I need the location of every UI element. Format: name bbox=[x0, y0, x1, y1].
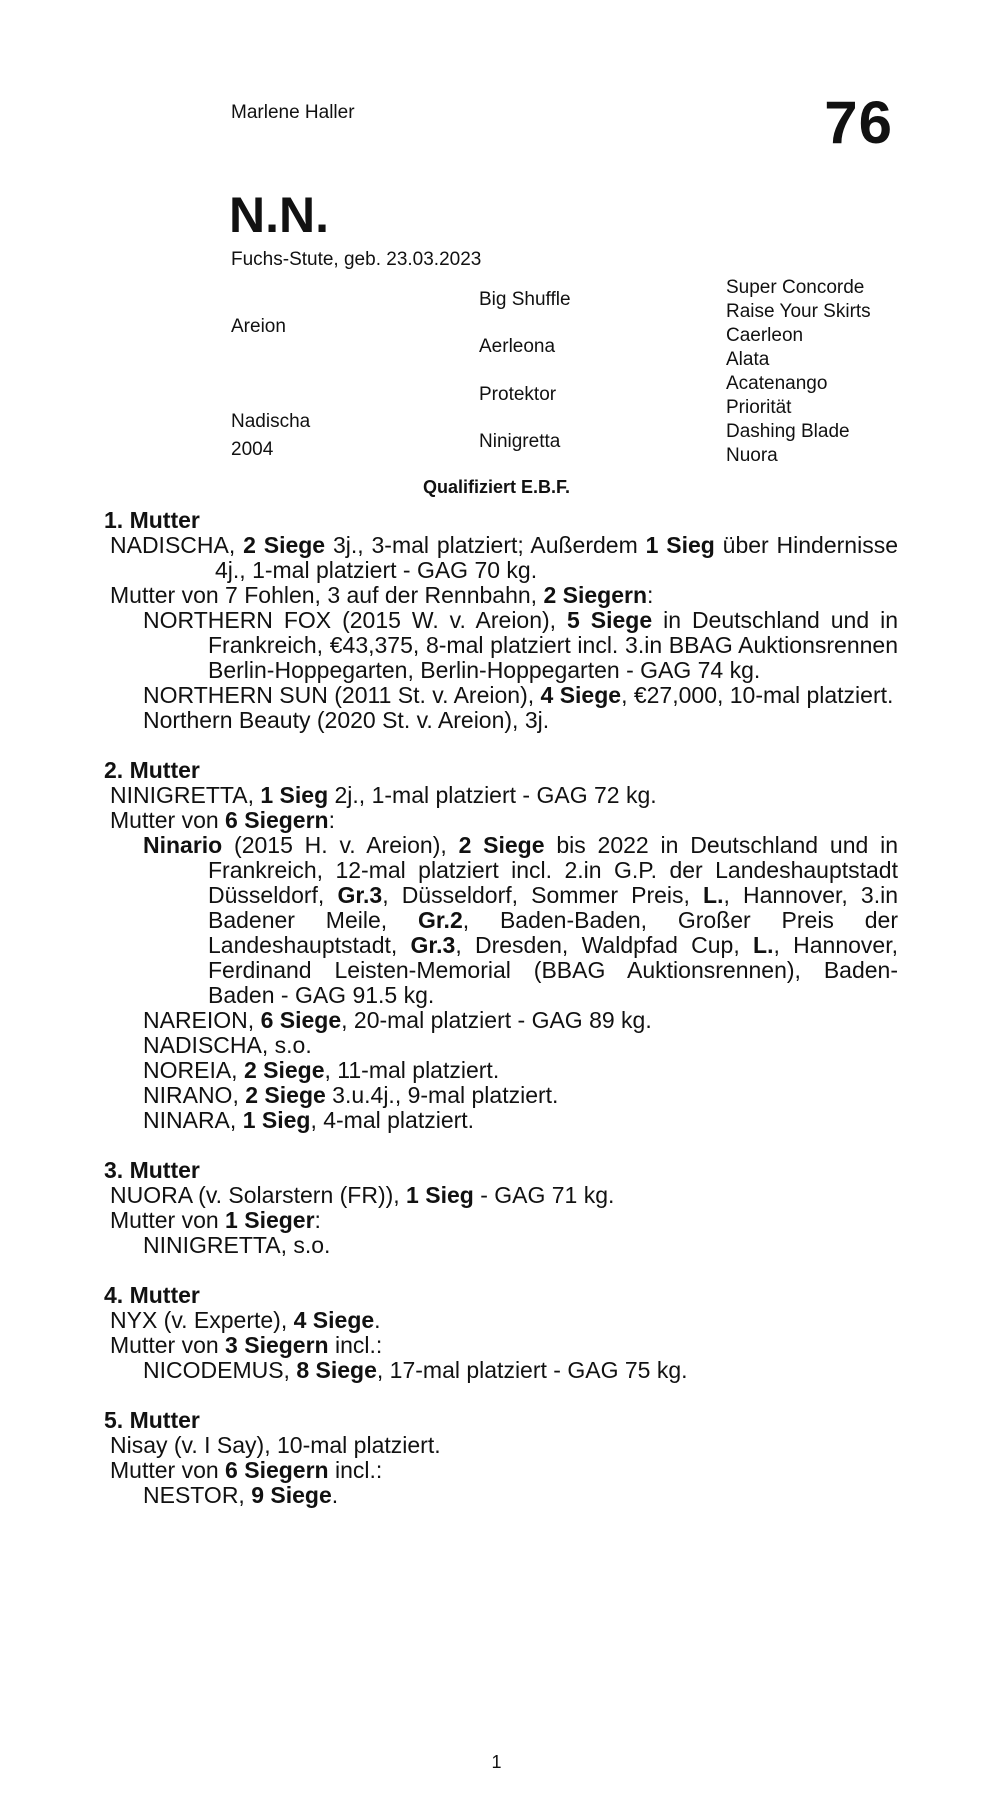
text-run: 3j., 3-mal platziert; Außerdem bbox=[325, 532, 646, 558]
text-run: , 20-mal platziert - GAG 89 kg. bbox=[341, 1007, 652, 1033]
dam-entry bbox=[104, 1183, 898, 1208]
pedigree-ggp-3: Caerleon bbox=[726, 325, 804, 346]
bold-text-run: 8 Siege bbox=[296, 1357, 377, 1383]
text-run: (2015 H. v. Areion), bbox=[222, 832, 459, 858]
bold-text-run: 3 Siegern bbox=[225, 1332, 329, 1358]
text-run: Mutter von bbox=[110, 1207, 226, 1233]
text-run: NAREION, bbox=[143, 1007, 261, 1033]
dam-heading: 4. Mutter bbox=[104, 1282, 200, 1308]
text-run: Mutter von bbox=[110, 807, 226, 833]
text-run: , Baden-Baden, Großer Preis der Landeshauptstadt, bbox=[208, 907, 899, 958]
bold-text-run: 1 Sieg bbox=[406, 1182, 474, 1208]
pedigree-dam-dam: Ninigretta bbox=[479, 431, 561, 452]
text-run: - GAG 71 kg. bbox=[473, 1182, 615, 1208]
bold-text-run: 1 Sieg bbox=[645, 532, 715, 558]
text-run: NORTHERN FOX (2015 W. v. Areion), bbox=[143, 607, 568, 633]
bold-text-run: Gr.2 bbox=[417, 907, 463, 933]
offspring-entry bbox=[104, 1233, 898, 1258]
text-run: 2j., 1-mal platziert - GAG 72 kg. bbox=[328, 782, 657, 808]
dam-heading: 3. Mutter bbox=[104, 1157, 200, 1183]
offspring-entry bbox=[104, 608, 898, 683]
offspring-entry bbox=[104, 1358, 898, 1383]
text-run: NOREIA, bbox=[143, 1057, 244, 1083]
pedigree-ggp-8: Nuora bbox=[726, 445, 778, 466]
dam-heading: 2. Mutter bbox=[104, 757, 200, 783]
pedigree-ggp-7: Dashing Blade bbox=[726, 421, 850, 442]
text-run: : bbox=[328, 807, 335, 833]
bold-text-run: 1 Sieg bbox=[260, 782, 329, 808]
text-run: NIRANO, bbox=[143, 1082, 246, 1108]
text-run: NINIGRETTA, bbox=[110, 782, 261, 808]
text-run: , Hannover, Ferdinand Leisten-Memorial (BBAG Auktionsrennen), Baden-Baden - GAG 91.5 kg. bbox=[208, 932, 898, 1008]
offspring-entry bbox=[104, 1108, 898, 1133]
pedigree-dam-year: 2004 bbox=[231, 439, 274, 460]
text-run: NINIGRETTA, s.o. bbox=[143, 1232, 331, 1258]
pedigree-dam: Nadischa bbox=[231, 411, 311, 432]
text-run: Mutter von bbox=[110, 1457, 226, 1483]
pedigree-ggp-5: Acatenango bbox=[726, 373, 828, 394]
produce-summary bbox=[104, 1458, 898, 1483]
dam-entry bbox=[104, 1433, 898, 1458]
bold-text-run: 2 Siege bbox=[245, 1082, 326, 1108]
pedigree-sire-dam: Aerleona bbox=[479, 336, 556, 357]
bold-text-run: 1 Sieg bbox=[242, 1107, 311, 1133]
consignor-name: Marlene Haller bbox=[231, 102, 355, 123]
text-run: , Düsseldorf, Sommer Preis, bbox=[382, 882, 704, 908]
offspring-entry bbox=[104, 683, 898, 708]
text-run: NUORA (v. Solarstern (FR)), bbox=[110, 1182, 407, 1208]
text-run: : bbox=[647, 582, 654, 608]
bold-text-run: Gr.3 bbox=[410, 932, 456, 958]
dam-section-5 bbox=[104, 1408, 898, 1508]
bold-text-run: 9 Siege bbox=[251, 1482, 332, 1508]
offspring-entry bbox=[104, 833, 898, 1008]
dam-entry bbox=[104, 533, 898, 583]
text-run: Mutter von bbox=[110, 1332, 226, 1358]
lot-number: 76 bbox=[824, 89, 893, 156]
bold-text-run: 4 Siege bbox=[540, 682, 622, 708]
dam-heading: 5. Mutter bbox=[104, 1407, 200, 1433]
text-run: NORTHERN SUN (2011 St. v. Areion), bbox=[143, 682, 541, 708]
bold-text-run: 6 Siegern bbox=[225, 807, 329, 833]
text-run: incl.: bbox=[328, 1457, 383, 1483]
bold-text-run: 2 Siege bbox=[243, 1057, 325, 1083]
dam-section-4 bbox=[104, 1283, 898, 1383]
text-run: : bbox=[314, 1207, 321, 1233]
bold-text-run: 4 Siege bbox=[293, 1307, 375, 1333]
dam-section-3 bbox=[104, 1158, 898, 1258]
produce-summary bbox=[104, 583, 898, 608]
offspring-entry bbox=[104, 1083, 898, 1108]
pedigree-sire: Areion bbox=[231, 316, 286, 337]
text-run: NICODEMUS, bbox=[143, 1357, 297, 1383]
horse-description: Fuchs-Stute, geb. 23.03.2023 bbox=[231, 249, 482, 270]
text-run: Mutter von 7 Fohlen, 3 auf der Rennbahn, bbox=[110, 582, 544, 608]
pedigree-ggp-2: Raise Your Skirts bbox=[726, 301, 871, 322]
bold-text-run: Gr.3 bbox=[337, 882, 383, 908]
bold-text-run: 1 Sieger bbox=[225, 1207, 315, 1233]
dam-heading: 1. Mutter bbox=[104, 507, 200, 533]
offspring-entry bbox=[104, 1008, 898, 1033]
offspring-entry bbox=[104, 708, 898, 733]
text-run: über Hindernisse 4j., 1-mal platziert - GAG 70 kg. bbox=[215, 532, 898, 583]
text-run: NADISCHA, bbox=[110, 532, 244, 558]
bold-text-run: 5 Siege bbox=[567, 607, 653, 633]
text-run: , Dresden, Waldpfad Cup, bbox=[455, 932, 754, 958]
bold-text-run: 6 Siegern bbox=[225, 1457, 329, 1483]
bold-text-run: 2 Siegern bbox=[543, 582, 647, 608]
produce-summary bbox=[104, 808, 898, 833]
bold-text-run: L. bbox=[753, 932, 774, 958]
text-run: , 11-mal platziert. bbox=[324, 1057, 500, 1083]
female-family bbox=[104, 508, 898, 1533]
text-run: , €27,000, 10-mal platziert. bbox=[621, 682, 894, 708]
text-run: in Deutschland und in Frankreich, €43,375, 8-mal platziert incl. 3.in BBAG Auktionsrennen Berlin-Hoppegarten, Berlin-Hoppegarten - GAG 74 kg. bbox=[208, 607, 898, 683]
text-run: bis 2022 in Deutschland und in Frankreich, 12-mal platziert incl. 2.in G.P. der Landeshauptstadt Düsseldorf, bbox=[208, 832, 898, 908]
offspring-entry bbox=[104, 1058, 898, 1083]
pedigree-ggp-1: Super Concorde bbox=[726, 277, 865, 298]
text-run: . bbox=[331, 1482, 339, 1508]
text-run: Northern Beauty (2020 St. v. Areion), 3j. bbox=[143, 707, 550, 733]
dam-section-1 bbox=[104, 508, 898, 733]
pedigree-ggp-4: Alata bbox=[726, 349, 770, 370]
text-run: , 4-mal platziert. bbox=[310, 1107, 475, 1133]
pedigree-dam-sire: Protektor bbox=[479, 384, 557, 405]
text-run: incl.: bbox=[328, 1332, 383, 1358]
horse-name: N.N. bbox=[229, 187, 329, 243]
text-run: , Hannover, 3.in Badener Meile, bbox=[208, 882, 899, 933]
offspring-entry bbox=[104, 1033, 898, 1058]
dam-entry bbox=[104, 1308, 898, 1333]
text-run: NYX (v. Experte), bbox=[110, 1307, 294, 1333]
text-run: NINARA, bbox=[143, 1107, 243, 1133]
dam-section-2 bbox=[104, 758, 898, 1133]
dam-entry bbox=[104, 783, 898, 808]
produce-summary bbox=[104, 1208, 898, 1233]
offspring-entry bbox=[104, 1483, 898, 1508]
text-run: . bbox=[374, 1307, 381, 1333]
produce-summary bbox=[104, 1333, 898, 1358]
page-number: 1 bbox=[491, 1752, 502, 1772]
text-run: NESTOR, bbox=[143, 1482, 252, 1508]
bold-text-run: 2 Siege bbox=[458, 832, 545, 858]
bold-text-run: Ninario bbox=[143, 832, 223, 858]
text-run: NADISCHA, s.o. bbox=[143, 1032, 312, 1058]
pedigree-ggp-6: Priorität bbox=[726, 397, 792, 418]
text-run: , 17-mal platziert - GAG 75 kg. bbox=[376, 1357, 688, 1383]
text-run: Nisay (v. I Say), 10-mal platziert. bbox=[110, 1432, 441, 1458]
text-run: 3.u.4j., 9-mal platziert. bbox=[325, 1082, 559, 1108]
bold-text-run: 2 Siege bbox=[243, 532, 326, 558]
qualification-note: Qualifiziert E.B.F. bbox=[422, 477, 571, 497]
bold-text-run: 6 Siege bbox=[260, 1007, 342, 1033]
bold-text-run: L. bbox=[703, 882, 724, 908]
pedigree-sire-sire: Big Shuffle bbox=[479, 289, 571, 310]
